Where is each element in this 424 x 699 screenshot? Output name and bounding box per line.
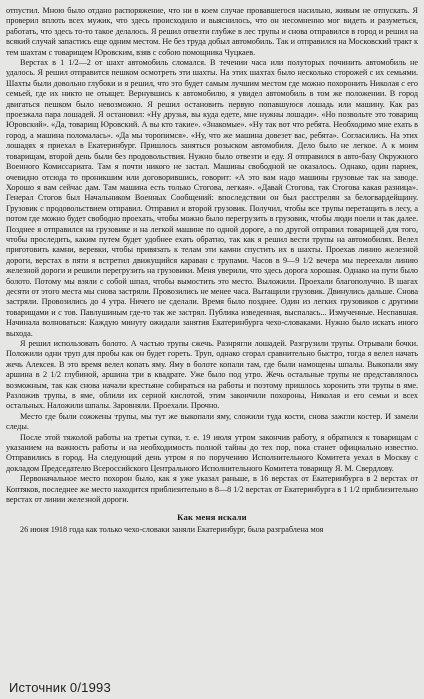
source-caption: Источник 0/1993	[9, 680, 111, 695]
paragraph: Я решил использовать болото. А частью трупы сжечь. Разнрягли лошадей. Разгрузили трупы. Отрывали бочки. Положили одни труп для пробы как он будет гореть. Труп, однако сгорал сравнительно быстро, тогда я велел начать жечь Алексея. В это время велел копать яму. Яму в болоте копали там, где были намощены шпалы. Выкопали яму аршина в 2 1/2 глубиной, аршина три в квадрате. Уже было под утро. Жечь остальные трупы не представлялось возможным, так как снова начали крестьяне собираться на работы и поэтому пришлось хоронить эти трупы в яме. Разложив трупы, в яме, облили их серной кислотой, этим закончили похороны, Николая и его семьи и всех остальных. Наложили шпалы. Заровняли. Проехали. Прочно.	[6, 339, 418, 411]
document-body	[6, 6, 418, 535]
paragraph: отпустил. Мною было отдано распоряжение, что ни в коем случае провавшегося насильно, живым не отпускать. Я проверил вплоть всех мужик, что здесь происходило и выяснилось, что он несомненно мог видеть и разуметься, работать, что здесь то-то такое делалось. Я решил отвезти глубже в лес трупы и снова отправился в город и решил на всякий случай запастись еще одним местом. Не без труда добыл автомобиль. Так и отправился на Московский тракт к тем шахтам с товарищем Юровским, взяв с собою помощника Чуцкаев.	[6, 6, 418, 57]
paragraph: Место где были сожжены трупы, мы тут же выкопали яму, сложили туда кости, снова зажгли костер. И замели следы.	[6, 411, 418, 432]
section-heading: Как меня искали	[177, 511, 247, 522]
paragraph: Верстах в 1 1/2—2 от шахт автомобиль сломался. В течении часа или полуторых починить автомобиль не удалось. Я решил отправится пешком осмотреть эти шахты. На этих шахтах было несколько сторожей с их семьями. Шахты были довольно глубоки и я решил, что это будет самым лучшим местом где можно похоронить Николая с его семьей, где их никто не отыщет. Вернувшись к автомобилю, я увидел автомобиль в том же положении. В город двигаться пешком было невозможно. Я решил остановить первую попавшуюся лошадь или машину. Как раз проезжала пара лошадей. Я остановил: «Ну друзья, вы куда едете, мне нужны лошади». «Но позвольте это товарищ Юровский». «Да, товарищ Юровский. А вы кто такие». «Знакомые». «Ну так вот что ребята. Необходимо мне ехать в город, а машина поломалась». «Да мы торопимся». «Ну, что же машина довезет вас, ребята». Согласились. На этих лошадях я приехал в Екатеринбург. Пришлось заняться розыском автомобиля. Дело было не легкое. А к моим товарищам, второй день были без продовольствия. Нужно было отвезти и еду. Я отправился в авто-базу Окружного Военного Комиссариата. Там я почти никого не застал. Машины свободной не оказалось. Однако, один парнек, очевидно отсюда то проникшим или договорившись, говорит: «А это вам надо машины грузовые так на заводе. Хорошо я вам сейчас дам. Там машина есть только Стогова, легкая». «Давай Стогова, так Стогова какая разница». Генерал Стогов был Начальником Военных Сообщений: впоследствии он был расстрелян за белогвардейщину. Грузовик с продовольствием отправил. Отправил и второй грузовик. Получил, чтобы все трупы перетащить в лесу, а потом где можно будет свободно проехать, чтобы можно было перегрузить в грузовик, чтобы люди поели и так далее. Позднее я отправился на грузовике и на легкой машине по одной дороге, а по другой отправил товарищей для того, чтобы проследить, каким путем будет удобнее ехать обратно, так как я решил вести трупы на автомобилях. Велел приготовить камни, веревки, чтобы привязать к телам эти камни спустить их в шахты. Проехав линию железной дороги, верстах в пяти я встретил движущийся караван с трупами. Часов в 9—9 1/2 вечера мы переехали линию железной дороги и решили перегрузить на грузовики. Меня уверили, что здесь дорога хорошая. Однако на пути было болото. Потому мы взяли с собой шпал, чтобы вымостить это место. Выложили. Проехали благополучно. В шагах десяти от этого места мы снова застряли. Провозились не менее часа. Вытащили грузовик. Двинулись дальше. Снова застряли. Провозились до 4 утра. Ничего не сделали. Время было позднее. Один из легких грузовиков с другими товарищами и с тов. Павлушиным где-то так же застрял. Публика изведенная, выспалась... Измученные. Неспавшая. Начинала волноваться: Каждую минуту ожидали занятия Екатеринбурга чехо-словаками. Нужно было искать иного выхода.	[6, 58, 418, 338]
paragraph: Первоначальное место похорон было, как я уже указал раньше, в 16 верстах от Екатеринбурга в 2 верстах от Коптяков, последнее же место находится приблизительно в 8—8 1/2 верстах от Екатеринбурга в 1 1/2 приблизительно верстах от линии железной дороги.	[6, 474, 418, 505]
paragraph: После этой тяжолой работы на третьи сутки, т. е. 19 июля утром закончив работу, я обратился к товарищам с указанием на важность работы и на необходимость полной тайны до тех пор, пока станет официально известно. Отправились в город. На следующий день утром я по поручению Исполнительного Комитета уехал в Москву с докладом Председателю Всероссийского Центрального Исполнительного Комитета товарищу Я. М. Свердлову.	[6, 432, 418, 473]
paragraph-last-line: 26 июня 1918 года как только чехо-словаки заняли Екатеринбург, была разграблена моя	[20, 524, 324, 534]
